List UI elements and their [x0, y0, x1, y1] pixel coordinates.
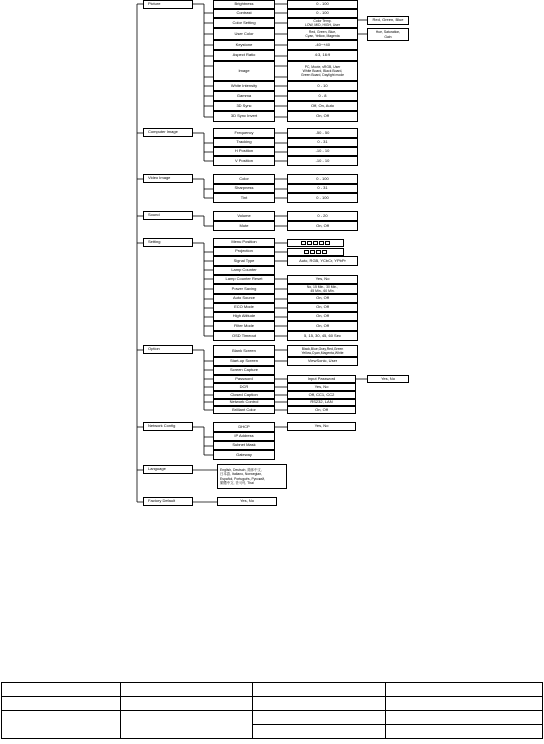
value-high-altitude: On, Off	[287, 312, 358, 321]
value-3d-sync-invert: On, Off	[287, 111, 358, 122]
table-cell	[121, 683, 253, 697]
menu-position-icon-4	[319, 241, 324, 245]
menu-item-auto-source[interactable]: Auto Source	[213, 294, 275, 303]
menu-item-sharpness[interactable]: Sharpness	[213, 184, 275, 193]
value-brightness: 0 - 100	[287, 0, 358, 9]
value-blank-screen: Black,Blue,Gray,Red,Green Yellow,Cyan,Magenta,White	[287, 345, 358, 357]
menu-item-color-setting[interactable]: Color Setting	[213, 18, 275, 28]
menu-item-lamp-counter[interactable]: Lamp Counter	[213, 266, 275, 275]
projection-icon-2	[310, 250, 315, 254]
menu-item-frequency[interactable]: Frequency	[213, 128, 275, 138]
table-cell	[386, 725, 543, 739]
menu-item-tracking[interactable]: Tracking	[213, 138, 275, 147]
value-mute: On, Off	[287, 221, 358, 231]
table-cell	[2, 697, 121, 711]
table-cell	[253, 711, 386, 725]
projection-icon-3	[316, 250, 321, 254]
menu-item-projection[interactable]: Projection	[213, 247, 275, 256]
value-v-position: -10 - 10	[287, 156, 358, 166]
category-option[interactable]: Option	[143, 345, 193, 354]
value-tracking: 0 - 31	[287, 138, 358, 147]
table-cell	[121, 697, 253, 711]
menu-item-power-saving[interactable]: Power Saving	[213, 284, 275, 294]
menu-item-blank-screen[interactable]: Blank Screen	[213, 345, 275, 357]
value-eco-mode: On, Off	[287, 303, 358, 312]
category-computer-image[interactable]: Computer Image	[143, 128, 193, 137]
menu-position-icon-5	[325, 241, 330, 245]
table-row	[2, 697, 543, 711]
menu-item-white-intensity[interactable]: White Intensity	[213, 81, 275, 91]
menu-position-icon-1	[301, 241, 306, 245]
value-sharpness: 0 - 31	[287, 184, 358, 193]
menu-item-lamp-counter-reset[interactable]: Lamp Counter Reset	[213, 275, 275, 284]
category-network-config[interactable]: Network Config	[143, 422, 193, 431]
menu-item-network-control[interactable]: Network Control	[213, 399, 275, 406]
table-row	[2, 683, 543, 697]
category-video-image[interactable]: Video Image	[143, 174, 193, 183]
menu-item-subnet-mask[interactable]: Subnet Mask	[213, 441, 275, 450]
menu-item-filter-mode[interactable]: Filter Mode	[213, 321, 275, 331]
value-lamp-counter-reset: Yes, No	[287, 275, 358, 284]
category-setting[interactable]: Setting	[143, 238, 193, 247]
value-dcr: Yes, No	[287, 383, 356, 391]
table-cell	[2, 711, 121, 739]
menu-item-startup-screen[interactable]: Start-up Screen	[213, 357, 275, 366]
menu-item-color[interactable]: Color	[213, 174, 275, 184]
menu-item-osd-timeout[interactable]: OSD Timeout	[213, 331, 275, 341]
value-osd-timeout: 5, 15, 30, 45, 60 Sec	[287, 331, 358, 341]
value-signal-type: Auto, RGB, YCbCr, YPbPr	[287, 256, 358, 266]
menu-item-password[interactable]: Password	[213, 375, 275, 383]
category-language[interactable]: Language	[143, 465, 193, 474]
menu-item-dcr[interactable]: DCR	[213, 383, 275, 391]
value-filter-mode: On, Off	[287, 321, 358, 331]
value-brilliant-color: On, Off	[287, 406, 356, 414]
value-projection-icons	[287, 248, 344, 256]
value-network-control: RS232, LAN	[287, 399, 356, 406]
menu-item-h-position[interactable]: H Position	[213, 147, 275, 156]
menu-item-gateway[interactable]: Gateway	[213, 450, 275, 460]
menu-item-user-color[interactable]: User Color	[213, 28, 275, 40]
table-cell	[386, 697, 543, 711]
value-password-sub: Yes, No	[367, 375, 409, 383]
category-picture[interactable]: Picture	[143, 0, 193, 9]
value-auto-source: On, Off	[287, 294, 358, 303]
value-keystone: -40~+40	[287, 40, 358, 50]
value-3d-sync: Off, On, Auto	[287, 101, 358, 111]
value-image: PC, Movie, sRGB, User White Board, Black Board, Green Board, Daylight mode	[287, 61, 358, 81]
projection-icon-1	[304, 250, 309, 254]
value-tint: 0 - 100	[287, 193, 358, 203]
value-color-setting: Color Temp. LOW, MID, HIGH, User	[287, 18, 358, 28]
menu-item-keystone[interactable]: Keystone	[213, 40, 275, 50]
value-contrast: 0 - 100	[287, 9, 358, 18]
menu-item-brightness[interactable]: Brightness	[213, 0, 275, 9]
menu-item-closed-caption[interactable]: Closed Caption	[213, 391, 275, 399]
menu-item-gamma[interactable]: Gamma	[213, 91, 275, 101]
table-cell	[253, 697, 386, 711]
menu-item-contrast[interactable]: Contrast	[213, 9, 275, 18]
table-row	[2, 711, 543, 725]
menu-item-v-position[interactable]: V Position	[213, 156, 275, 166]
menu-item-3d-sync[interactable]: 3D Sync	[213, 101, 275, 111]
table-cell	[121, 711, 253, 739]
menu-item-screen-capture[interactable]: Screen Capture	[213, 366, 275, 375]
menu-item-ip-address[interactable]: IP Address	[213, 432, 275, 441]
menu-item-3d-sync-invert[interactable]: 3D Sync Invert	[213, 111, 275, 122]
table-cell	[2, 683, 121, 697]
value-startup-screen: ViewSonic, User	[287, 357, 358, 366]
menu-position-icon-3	[313, 241, 318, 245]
menu-item-high-altitude[interactable]: High Altitude	[213, 312, 275, 321]
menu-item-menu-position[interactable]: Menu Position	[213, 238, 275, 247]
table-cell	[386, 711, 543, 725]
empty-table	[1, 682, 543, 739]
value-power-saving: No, 15 Min., 30 Min., 45 Min., 60 Min.	[287, 284, 358, 294]
value-frequency: -50 - 50	[287, 128, 358, 138]
value-color-setting-sub: Red, Green, Blue	[367, 16, 409, 25]
menu-item-mute[interactable]: Mute	[213, 221, 275, 231]
table-cell	[253, 725, 386, 739]
value-factory-default: Yes, No	[217, 497, 277, 506]
menu-item-signal-type[interactable]: Signal Type	[213, 256, 275, 266]
value-closed-caption: Off, CC1, CC2	[287, 391, 356, 399]
value-dhcp: Yes, No	[287, 422, 356, 431]
menu-item-tint[interactable]: Tint	[213, 193, 275, 203]
value-user-color: Red, Green, Blue, Cyan, Yellow, Magenta	[287, 28, 358, 40]
menu-item-brilliant-color[interactable]: Brilliant Color	[213, 406, 275, 414]
menu-item-volume[interactable]: Volume	[213, 211, 275, 221]
value-color: 0 - 100	[287, 174, 358, 184]
menu-item-image[interactable]: Image	[213, 61, 275, 81]
value-user-color-sub: Hue, Saturation, Gain	[367, 28, 409, 41]
category-factory-default[interactable]: Factory Default	[143, 497, 193, 506]
category-sound[interactable]: Sound	[143, 211, 193, 220]
value-aspect-ratio: 4:3, 16:9	[287, 50, 358, 61]
value-gamma: 0 - 8	[287, 91, 358, 101]
table-cell	[253, 683, 386, 697]
menu-item-dhcp[interactable]: DHCP	[213, 422, 275, 432]
projection-icon-4	[322, 250, 327, 254]
table-cell	[386, 683, 543, 697]
menu-item-eco-mode[interactable]: ECO Mode	[213, 303, 275, 312]
value-menu-position-icons	[287, 239, 344, 247]
value-white-intensity: 0 - 10	[287, 81, 358, 91]
value-volume: 0 - 20	[287, 211, 358, 221]
menu-item-aspect-ratio[interactable]: Aspect Ratio	[213, 50, 275, 61]
value-language-list: English, Deutsch, 简体中文, 日本語, Italiano, Norwegian, Español, Português, Русский, 繁體中文, 한국어, Thai	[217, 464, 287, 489]
value-password: Input Password	[287, 375, 356, 383]
value-h-position: -10 - 10	[287, 147, 358, 156]
menu-position-icon-2	[307, 241, 312, 245]
